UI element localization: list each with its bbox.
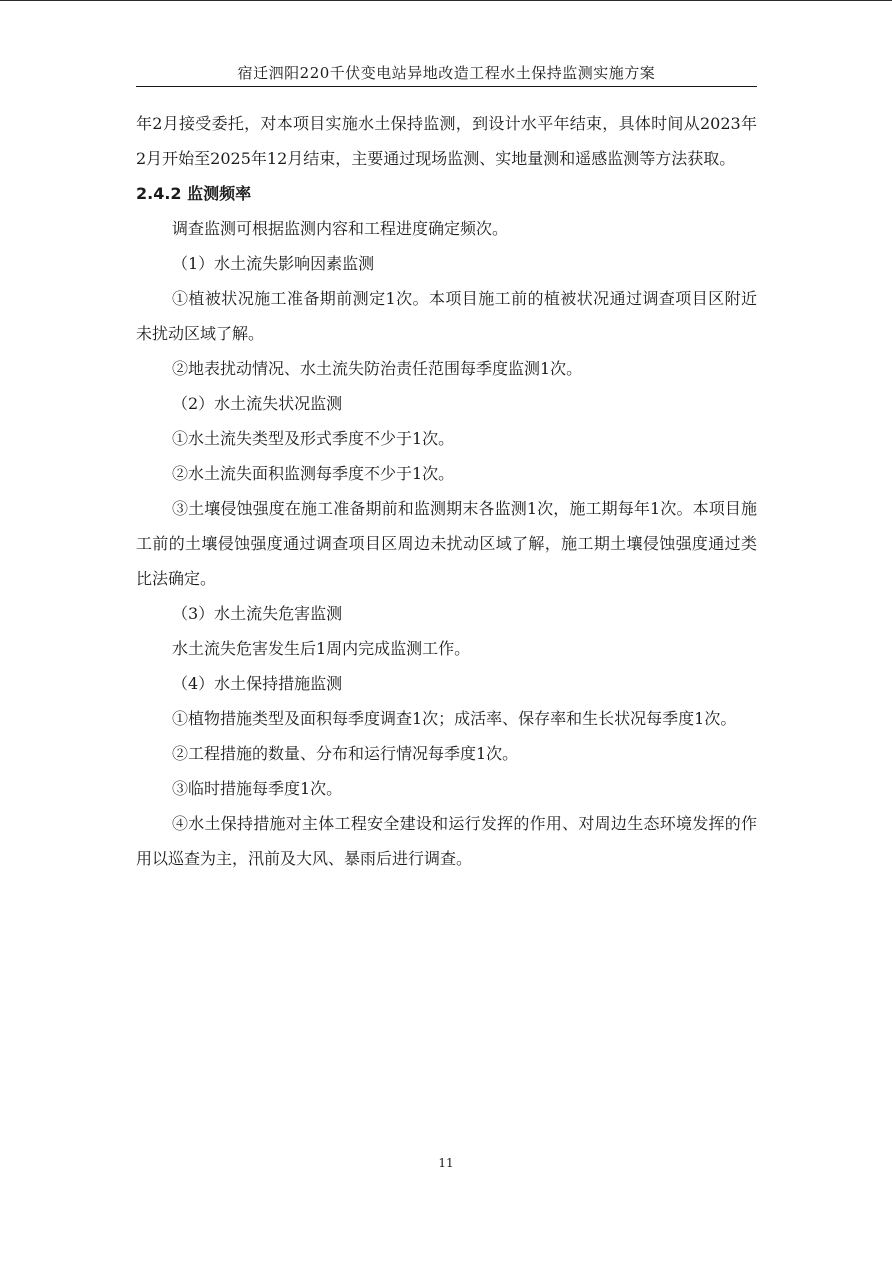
list-item: ③土壤侵蚀强度在施工准备期前和监测期末各监测1次，施工期每年1次。本项目施工前的土壤侵蚀强度通过调查项目区周边未扰动区域了解，施工期土壤侵蚀强度通过类比法确定。 xyxy=(136,499,757,588)
list-item: ①植物措施类型及面积每季度调查1次；成活率、保存率和生长状况每季度1次。 xyxy=(172,709,737,728)
list-item: ①植被状况施工准备期前测定1次。本项目施工前的植被状况通过调查项目区附近未扰动区域了解。 xyxy=(136,289,757,343)
list-item: ②水土流失面积监测每季度不少于1次。 xyxy=(172,464,455,483)
page-top-border xyxy=(0,0,892,1)
paragraph-intro: 调查监测可根据监测内容和工程进度确定频次。 xyxy=(172,219,509,238)
subsection-title-2: （2）水土流失状况监测 xyxy=(172,394,343,413)
list-item: ②地表扰动情况、水土流失防治责任范围每季度监测1次。 xyxy=(172,359,583,378)
list-item: ④水土保持措施对主体工程安全建设和运行发挥的作用、对周边生态环境发挥的作用以巡查为主，汛前及大风、暴雨后进行调查。 xyxy=(136,814,757,868)
paragraph-continuation: 年2月接受委托，对本项目实施水土保持监测，到设计水平年结束，具体时间从2023年2月开始至2025年12月结束，主要通过现场监测、实地量测和遥感监测等方法获取。 xyxy=(136,114,757,168)
header-divider xyxy=(136,86,757,87)
subsection-title-3: （3）水土流失危害监测 xyxy=(172,604,343,623)
list-item: ③临时措施每季度1次。 xyxy=(172,779,343,798)
running-header-title: 宿迁泗阳220千伏变电站异地改造工程水土保持监测实施方案 xyxy=(237,64,656,82)
document-body xyxy=(136,106,757,876)
list-item: ①水土流失类型及形式季度不少于1次。 xyxy=(172,429,455,448)
subsection-title-4: （4）水土保持措施监测 xyxy=(172,674,343,693)
page-number: 11 xyxy=(438,1156,454,1170)
section-heading: 2.4.2 监测频率 xyxy=(136,184,252,203)
paragraph: 水土流失危害发生后1周内完成监测工作。 xyxy=(172,639,471,658)
list-item: ②工程措施的数量、分布和运行情况每季度1次。 xyxy=(172,744,519,763)
subsection-title-1: （1）水土流失影响因素监测 xyxy=(172,254,375,273)
